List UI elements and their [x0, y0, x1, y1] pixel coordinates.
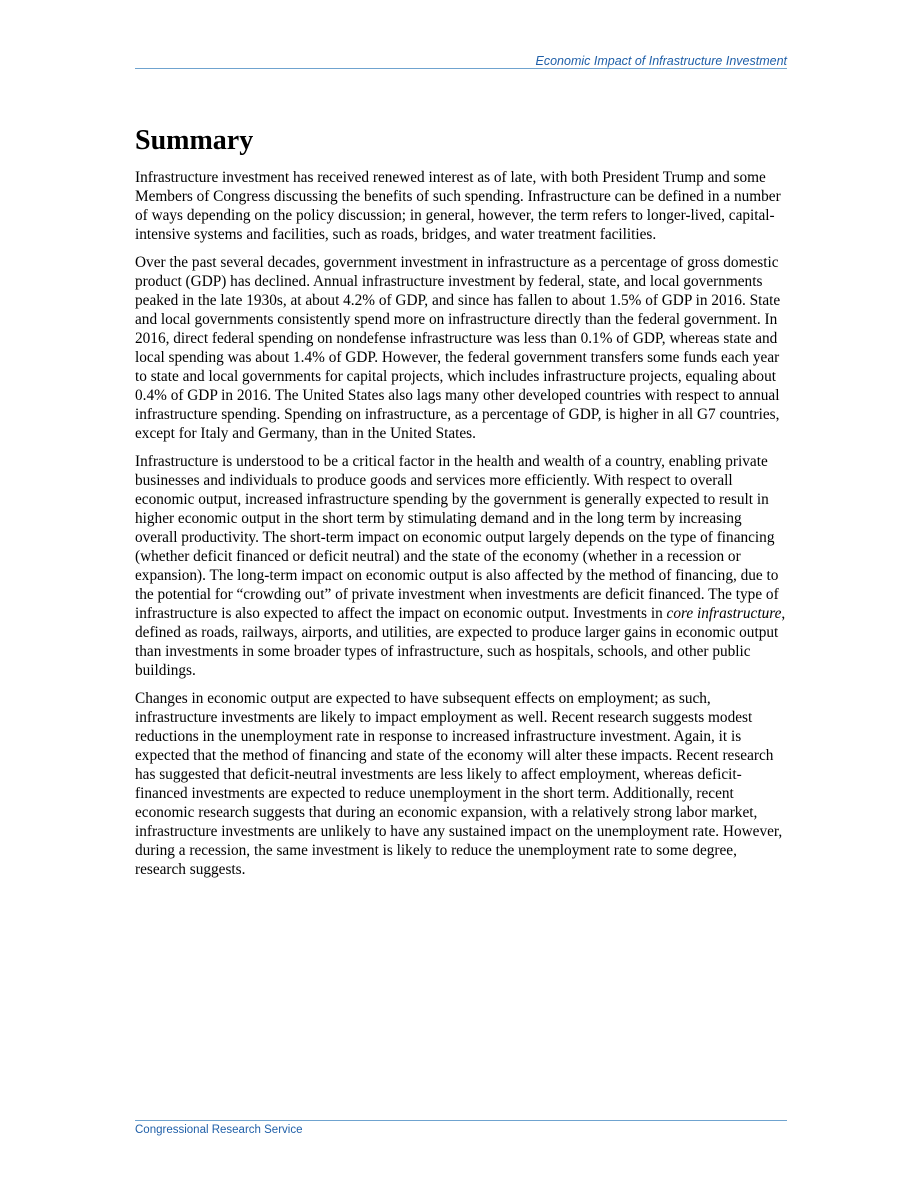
paragraph-economic-output-text-b: , defined as roads, railways, airports, and utilities, are expected to produce larger gains in economic output than investments in some broader types of infrastructure, such as hospitals, schools, and other public buildings.: [135, 605, 786, 679]
footer-divider: [135, 1120, 787, 1121]
summary-body: [135, 168, 787, 888]
header-divider: [135, 68, 787, 69]
paragraph-economic-output-text-a: Infrastructure is understood to be a critical factor in the health and wealth of a country, enabling private businesses and individuals to produce goods and services more efficiently. With respect to overall economic output, increased infrastructure spending by the government is generally expected to result in higher economic output in the short term by stimulating demand and in the long term by increasing overall productivity. The short-term impact on economic output largely depends on the type of financing (whether deficit financed or deficit neutral) and the state of the economy (whether in a recession or expansion). The long-term impact on economic output is also affected by the method of financing, due to the potential for “crowding out” of private investment when investments are deficit financed. The type of infrastructure is also expected to affect the impact on economic output. Investments in: [135, 453, 779, 622]
paragraph-employment: Changes in economic output are expected to have subsequent effects on employment; as such, infrastructure investments are likely to impact employment as well. Recent research suggests modest reductions in the unemployment rate in response to increased infrastructure investment. Again, it is expected that the method of financing and state of the economy will alter these impacts. Recent research has suggested that deficit-neutral investments are less likely to affect employment, whereas deficit-financed investments are expected to reduce unemployment in the short term. Additionally, recent economic research suggests that during an economic expansion, with a relatively strong labor market, infrastructure investments are unlikely to have any sustained impact on the unemployment rate. However, during a recession, the same investment is likely to reduce the unemployment rate to some degree, research suggests.: [135, 690, 783, 878]
page-title: Summary: [135, 125, 254, 156]
paragraph-definition: Infrastructure investment has received renewed interest as of late, with both President Trump and some Members of Congress discussing the benefits of such spending. Infrastructure can be defined in a number of ways depending on the policy discussion; in general, however, the term refers to longer-lived, capital-intensive systems and facilities, such as roads, bridges, and water treatment facilities.: [135, 169, 781, 243]
footer-organization: Congressional Research Service: [135, 1124, 303, 1136]
paragraph-spending-trends: Over the past several decades, government investment in infrastructure as a percentage of gross domestic product (GDP) has declined. Annual infrastructure investment by federal, state, and local governments peaked in the late 1930s, at about 4.2% of GDP, and since has fallen to about 1.5% of GDP in 2016. State and local governments consistently spend more on infrastructure directly than the federal government. In 2016, direct federal spending on nondefense infrastructure was less than 0.1% of GDP, whereas state and local spending was about 1.4% of GDP. However, the federal government transfers some funds each year to state and local governments for capital projects, which includes infrastructure projects, equaling about 0.4% of GDP in 2016. The United States also lags many other developed countries with respect to annual infrastructure spending. Spending on infrastructure, as a percentage of GDP, is higher in all G7 countries, except for Italy and Germany, than in the United States.: [135, 254, 781, 442]
core-infrastructure-term: core infrastructure: [666, 605, 782, 622]
paragraph-economic-output: [135, 452, 787, 680]
running-header-title: Economic Impact of Infrastructure Investment: [535, 54, 787, 68]
